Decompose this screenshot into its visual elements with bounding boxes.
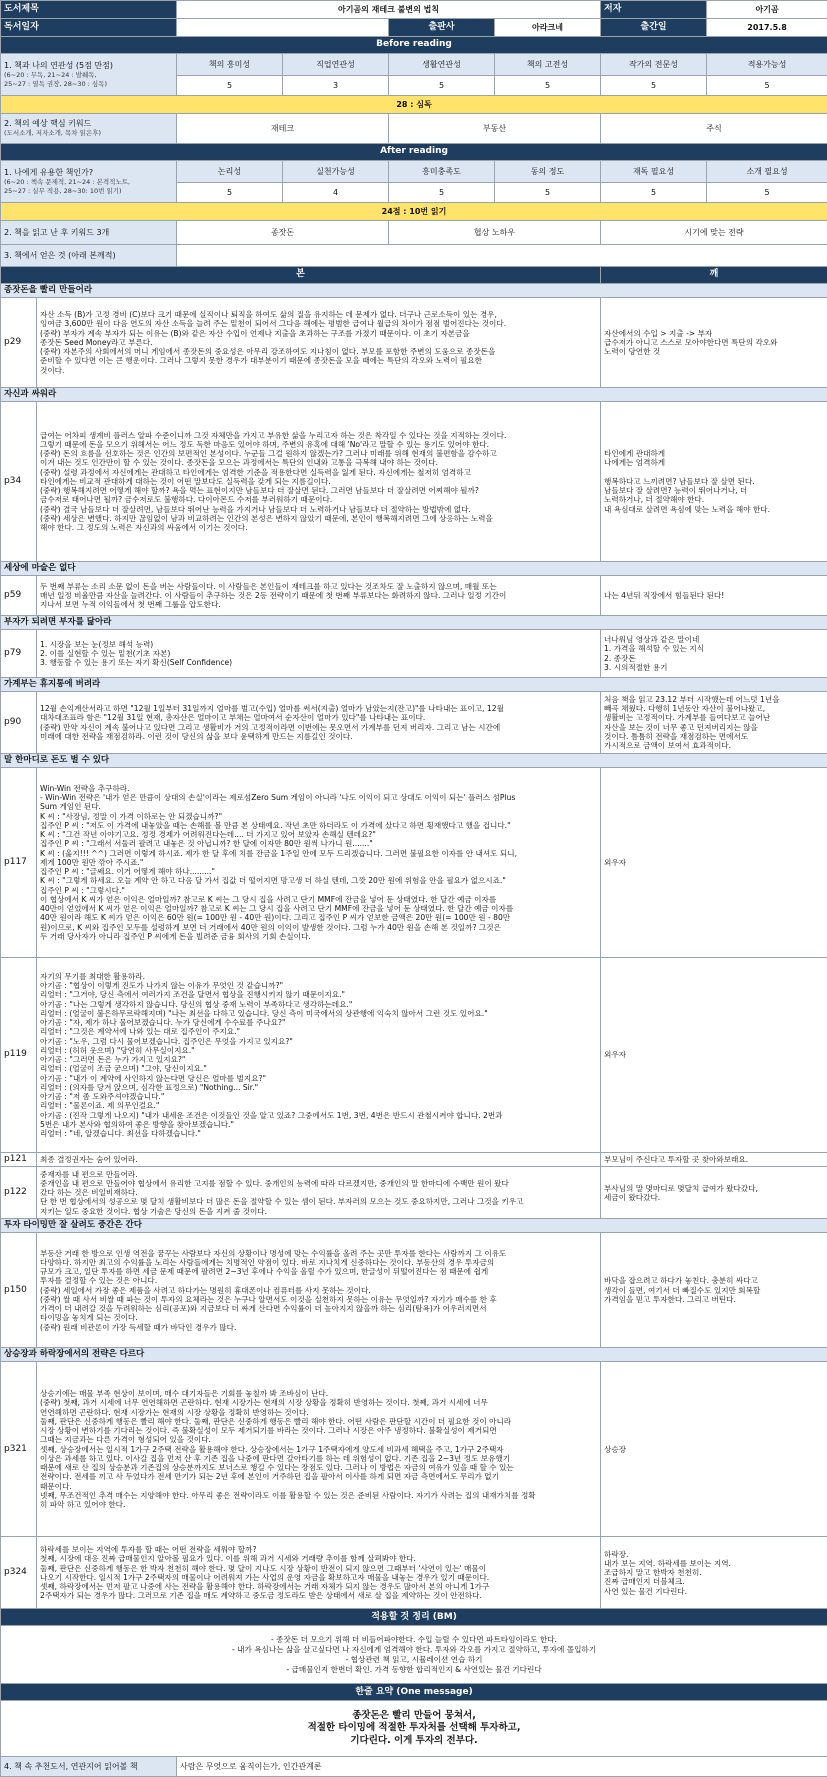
before-score: 5 [389,76,495,96]
before-criterion: 직업연관성 [283,54,389,76]
sections-body [1,284,827,1609]
section-row [1,1362,827,1537]
section-kkae-note: 처음 책을 읽고 23.12 부터 시작했는데 어느덧 1년을 빼곡 채웠다. 다행히 1년동안 자산이 불어나왔고, 생활비는 고정적이다. 가계부를 들여다보고 늘어난 자산을 보는 것이 너무 좋고 던져버리지는 않을 것이다. 틈틈히 전략을 재점검하는 면에서도 가시적으로 금액이 보여서 효과적이다. [601,692,827,754]
before-q1-label: 1. 책과 나의 연관성 (5점 만점) [4,61,173,71]
section-bon-text: 중재자를 내 편으로 만들어라. 중개인을 내 편으로 만들어야 협상에서 유리한 고지를 점할 수 있다. 중개인의 능력에 따라 다르겠지만, 중개인의 말 한마디에 수백만 원이 왔다 갔다 하는 것은 비일비재하다. 단 한 번 협상에서의 성공으로 몇 달치 생활비보다 더 많은 돈을 절약할 수 있는 셈이 된다. 부자러의 모으는 것도 중요하지만, 그러나 그것을 키우고 지키는 일도 중요한 것이다. 협상 기술은 당신의 돈을 지켜 줄 것이다. [37,1167,601,1219]
after-score: 5 [707,183,827,203]
section-page: p34 [1,402,37,562]
section-row [1,402,827,562]
section-title: 부자가 되려면 부자를 닮아라 [1,616,827,630]
section-title: 가계부는 휴지통에 버려라 [1,678,827,692]
author-value: 아기곰 [707,1,827,19]
section-row [1,1233,827,1348]
publisher-value: 아라크네 [495,19,601,37]
section-bon-text: 12월 손익계산서라고 하면 "12월 1일부터 31일까지 얼마를 벌고(수입) 얼마를 써서(지출) 얼마가 남았는지(잔고)"를 나타내는 표이고, 12월 대차대조표라 함은 "12월 31일 현재, 총자산은 얼마이고 부채는 얼마여서 순자산이 얼마가 있다"를 나타내는 표이다. (중략) 만약 자신이 계속 불어나고 있다면 그리고 생활비가 거의 고정적이라면 이번에는 못오면서 가계부를 던져 버리자. 그리고 남는 시간에 미래에 대한 전략을 재점검하라. 이런 것이 당신의 삶을 보다 윤택하게 만드는 지름길인 것이다. [37,692,601,754]
section-row [1,958,827,1153]
before-reading-header: Before reading [1,37,827,54]
section-row [1,692,827,754]
after-score: 4 [283,183,389,203]
before-q2-cell [1,114,177,144]
after-q2-label: 2. 책을 읽고 난 후 키워드 3개 [1,221,177,245]
before-keyword: 부동산 [389,114,601,144]
apply-text: - 종잣돈 더 모으기 위해 더 비들어파야한다. 수입 늘릴 수 있다면 파트타임이라도 한다. - 내가 욕심나는 삶을 살고싶다면 나 자신에게 엄격해야 한다. 투자와 각오를 가지고 절약하고, 투자에 몰입하기 - 협상관련 책 읽고, 시뮬레이션 연습 하기 - 급매물인지 한번더 확인. 가격 동향한 합리적인지 & 사연있는 물건 기다린다 [1,1626,827,1684]
after-criterion: 논리성 [177,161,283,183]
author-label: 저자 [601,1,707,19]
before-criterion: 작가의 전문성 [601,54,707,76]
section-kkae-note: 바닥을 잡으려고 하다가 놓친다. 충분히 싸다고 생각이 들면, 여기서 더 빠질수도 있지만 회복할 가격임을 믿고 투자한다. 그리고 버틴다. [601,1233,827,1348]
before-score: 5 [601,76,707,96]
after-score: 5 [495,183,601,203]
section-page: p29 [1,298,37,388]
before-total: 28 : 심독 [1,96,827,114]
section-row [1,1537,827,1609]
section-row [1,298,827,388]
section-row [1,1167,827,1219]
before-criterion: 책의 흥미성 [177,54,283,76]
after-q1-cell [1,161,177,203]
after-criterion: 동의 정도 [495,161,601,183]
after-score: 5 [177,183,283,203]
section-page: p122 [1,1167,37,1219]
section-title: 투자 타이밍만 잘 살려도 중간은 간다 [1,1219,827,1233]
before-keyword: 재테크 [177,114,389,144]
pub-date-label: 출간일 [601,19,707,37]
before-q1-cell [1,54,177,96]
section-page: p117 [1,768,37,958]
after-keyword: 협상 노하우 [389,221,601,245]
q4-label: 4. 책 속 추천도서, 연관지어 읽어볼 책 [1,1757,177,1777]
section-kkae-note: 상승장 [601,1362,827,1537]
after-q3-label: 3. 책에서 얻은 것 (아래 본깨적) [1,245,177,267]
section-bon-text: 두 번째 부류는 소리 소문 없이 돈을 버는 사람들이다. 이 사람들은 본인들이 재테크를 하고 있다는 것조차도 잘 노출하지 않으며, 매월 또는 매년 일정 비율만큼 자산을 늘려간다. 이 사람들이 추구하는 것은 2등 전략이기 때문에 첫 번째 부류보다는 화려하지 않다. 그러나 일정 기간이 지나서 보면 누적 이익들에서 첫 번째 그룹을 압도한다. [37,576,601,616]
section-bon-text: Win-Win 전략을 추구하라. - Win-Win 전략은 '내가 얻은 만큼이 상대의 손실'이라는 제로섬Zero Sum 게임이 아니라 '나도 이익이 되고 상대도 이익이 되는' 플러스 섬Plus Sum 게임인 된다. K 씨 : "사장님, 정말 이 가격 이하로는 안 되겠습니까?" 집주인 P 씨 : "저도 이 가격에 내놓았을 때는 손해를 볼 만큼 본 상태예요. 작년 초만 하더라도 이 가격에 샀다고 하면 횡재했다고 했을 겁니다." K 씨 : "그건 작년 이야기고요. 정정 경제가 어려워진다는데.... 더 가지고 있어 보았자 손해실 텐데요?" 집주인 P 씨 : "그래서 서둘러 팔려고 내놓은 것 아닙니까? 한 달에 이자만 80만 원씩 나가니 원......." K 씨 : (옳지!!! ^^) 그러면 이렇게 하시죠. 제가 한 달 후에 치를 잔금을 1주일 안에 모두 드리겠습니다. 그러면 불필요한 이자를 안 내셔도 되니, 제게 100만 원만 깎아 주시죠." 집주인 P 씨 : "글쎄요. 이거 어떻게 해야 하나........." K 씨 : "그렇게 하세요. 오늘 계약 안 하고 다음 달 가서 집값 더 떨어지면 망고생 더 하실 텐데, 그깟 20만 원에 위험을 안을 필요가 없으시죠." 집주인 P 씨 : "그렇시다." 이 협상에서 K 씨가 얻은 이익은 얼마일까? 참고로 K 씨는 그 당시 집을 사려고 단기 MMF에 잔금을 넣어 둔 상태였다. 한 달간 예금 이자를 40만이 얻었에서 K 씨가 얻은 이익은 얼마일까? 참고로 K 씨는 그 당시 집을 사려고 단기 MMF에 잔금을 넣어 둔 상태였다. 한 달간 예금 이자를 40만 원이라 해도 K 씨가 얻은 이익은 60만 원(= 100만 원 - 40만 원)이다. 그리고 집주인 P 씨가 얻보한 금액은 20만 원(= 100만 원 - 80만 원)이므로, K 씨와 집주인 모두를 설렁하게 보면 더 거래에서 40만 원의 이익이 발생한 것이다. 그럼 누가 40만 원을 손해 본 것일까? 그것은 두 거래 당사자가 아니라 집주인 P 씨에게 돈을 빌려준 금융 회사의 기회 손실이다. [37,768,601,958]
after-criterion: 소개 필요성 [707,161,827,183]
before-q2-label: 2. 책의 예상 핵심 키워드 [4,119,173,129]
after-keyword: 시기에 맞는 전략 [601,221,827,245]
before-q2-note: (도서소개, 저자소개, 목차 읽은후) [4,129,173,137]
before-criterion: 적용가능성 [707,54,827,76]
after-total: 24점 : 10번 읽기 [1,203,827,221]
pub-date-value: 2017.5.8 [707,19,827,37]
section-row [1,768,827,958]
section-page: p321 [1,1362,37,1537]
before-score: 5 [495,76,601,96]
section-title: 상승장과 하락장에서의 전략은 다르다 [1,1348,827,1362]
section-bon-text: 자기의 무기를 최대한 활용하라. 아기곰 : "협상이 이렇게 진도가 나가지 않는 이유가 무엇인 것 같습니까?" 리얼터 : "그거야, 당신 측에서 여러가지 조건을 달면서 협상을 진행시키지 않기 때문이지요." 아기곰 : "나는 그렇게 생각하지 않습니다. 당신의 협상 중재 노력이 부족하다고 생각하는데요." 리얼터 : (얼굴이 불은하무르락해지며) "나는 최선을 다하고 있습니다. 당신 측이 미국에서의 상관행에 익숙치 않아서 그런 것도 있어요." 아기곰 : "자, 제가 하나 물어보겠습니다. 누가 당신에게 수수료를 주나요?" 리얼터 : "그것은 계약서에 나와 있는 대로 집주인이 주지요." 아기곰 : "노우, 그럼 다시 물어보겠습니다. 집주인은 무엇을 가지고 있지요?" 리얼터 : (허허 웃으며) "당연히 사무실이지요." 아기곰 : "그러면 돈은 누가 가지고 있지요?" 리얼터 : (얼굴이 조금 굳으며) "그야, 당신이지요." 아기곰 : "내가 이 계약에 사인하지 않는다면 당신은 얼마를 벌지요?" 리얼터 : (의자를 당겨 앉으며, 심각한 표정으로) "Nothing... Sir." 아기곰 : "저 좀 도와주셔야겠습니다." 리얼터 : "물론이죠. 제 의무인걸요." 아기곰 : (진작 그렇게 나오지) "내가 내세운 조건은 이것들인 것을 알고 있죠? 그중에서도 1번, 3번, 4번은 반드시 관철시켜야 합니다. 2번과 5번은 내가 본사와 협의하여 좋은 방향을 찾아보겠습니다." 리얼터 : "네, 알겠습니다. 최선을 다하겠습니다." [37,958,601,1153]
section-bon-text: 부동산 거래 한 방으로 인생 역전을 꿈꾸는 사람보다 자신의 상황이나 명성에 맞는 수익률을 올려 주는 곳만 투자를 한다는 사람까지 그 이유도 다양하다. 하지만 최고의 수익률을 노리는 사람들에게는 치명적인 약점이 있다. 바로 지나치게 신중하다는 것이다. 부동산의 경우 투자금의 규모가 크고, 일단 투자를 하면 세금 문제 때문에 팔려면 2~3년 후에나 수익을 올릴 수가 있으며, 한글성이 뒤떨어진다는 점 때문에 쉽게 투자를 결정할 수 있는 것은 아니다. (중략) 세일에서 가장 좋은 제품을 사려고 하다가는 명원히 휴대폰이나 컴퓨터를 사지 못하는 것이다. (중략) 쌀 때 사서 비쌀 때 파는 것이 투자의 요체라는 것은 누구나 알면서도 이것을 실천하지 못하는 이유는 무엇일까? 자기가 매수를 한 후 가격이 더 내려갈 것을 두려워하는 심리(공포)와 지금보다 더 싸게 산다면 수익률이 더 높아지지 않을까 하는 심리(탐욕)가 어우러지면서 타이밍을 놓치게 되는 것이다. (중략) 원래 비관론이 가장 득세할 때가 바닥인 경우가 많다. [37,1233,601,1348]
section-kkae-note: 타인에게 관대하게 나에게는 엄격하게 행복하다고 느끼려면? 남들보다 잘 살면 된다. 남들보다 잘 살려면? 능력이 뛰어나거나, 더 노력하거나, 더 절약해야 한다. 내 욕심대로 살려면 욕심에 맞는 노력을 해야 한다. [601,402,827,562]
section-page: p119 [1,958,37,1153]
section-row [1,576,827,616]
one-message-text: 종잣돈은 빨리 만들어 뭉쳐서, 적절한 타이밍에 적절한 투자처를 선택해 투자하고, 기다린다. 이게 투자의 전부다. [1,1701,827,1757]
book-title: 아기곰의 재테크 불변의 법칙 [177,1,601,19]
apply-header: 적용할 것 정리 (BM) [1,1609,827,1626]
q4-value: 사람은 무엇으로 움직이는가, 인간관계론 [177,1757,827,1777]
before-q1-note: (6~20 : 무독, 21~24 : 발췌독, 25~27 : 열독 권장, 28~30 : 심독) [4,71,173,87]
before-score: 5 [707,76,827,96]
section-bon-text: 1. 시장을 보는 눈(정보 해석 능력) 2. 이를 실현할 수 있는 밑천(기초 자본) 3. 행동할 수 있는 용기 또는 자기 확신(Self Confidence) [37,630,601,678]
after-q1-label: 1. 나에게 유용한 책인가? [4,168,173,178]
section-kkae-note: 너나워님 영상과 같은 말이네 1. 가격을 해석할 수 있는 지식 2. 종잣돈 3. 시의적절한 용기 [601,630,827,678]
section-kkae-note: 하락장. 내가 보는 지역. 하락세를 보이는 지역. 조급하지 말고 한박자 천천히. 진짜 급매인지 더블체크. 사연 있는 물건 기다린다. [601,1537,827,1609]
section-page: p324 [1,1537,37,1609]
section-bon-text: 급여는 어차피 생계비 플러스 알파 수준이니까 그것 자체만을 가지고 부유한 삶을 누리고자 하는 것은 착각일 수 있다는 것을 지적하는 것이다. 그렇기 때문에 돈을 모으기 위해서는 어느 정도 독한 마음도 있어야 하며, 주변의 유혹에 대해 'No'라고 말할 수 있는 용기도 있어야 한다. (중략) 돈의 흐름을 선호하는 것은 인간의 보편적인 본성이다. 누군들 그걸 원하지 않겠는가? 그러나 미래를 위해 현재의 불편함을 감수하고 이겨 내는 것도 인간만이 할 수 있는 것이다. 종잣돈을 모으는 과정에서는 특단의 인내와 고통을 극복해 내야 하는 것이다. (중략) 설령 과정에서 자신에게는 관대하고 타인에게는 엄격한 기준을 적용한다면 실득력을 잃게 된다. 자신에게는 철저히 엄격하고 타인에게는 비교적 관대하게 대하는 것이 어떤 말보다도 실득력을 갖게 되는 지름길이다. (중략) 행복해지려면 어떻게 해야 할까? 욕을 먹는 표현이지만 남들보다 더 잘살면 된다. 그러면 남들보다 더 잘살려면 어찌해야 될까? 금수저로 태어나면 될까? 금수저로도 불행하다. 다이아몬드 수저를 부러워하기 때문이다. (중략) 결국 남들보다 더 잘살려면, 남들보다 뛰어난 능력을 가지거나 남들보다 더 노력하거나 남들보다 더 절약하는 방법밖에 없다. (중략) 세상은 변했다. 하지만 끊임없이 남과 비교하려는 인간의 본성은 변하지 않았기 때문에, 본인이 행복해지려면 그에 상응하는 노력을 해야 한다. 그 정도의 노력은 자신과의 싸움에서 이기는 것이다. [37,402,601,562]
before-score: 3 [283,76,389,96]
section-page: p90 [1,692,37,754]
section-bon-text: 하락세를 보이는 지역에 투자를 할 때는 어떤 전략을 세워야 할까? 첫째, 시장에 대응 진짜 급매물인지 알아볼 필요가 있다. 이를 위해 과거 시세와 거래량 추이를 함께 살펴봐야 한다. 둘째, 판단은 신중하게 행동은 한 박자 천천히 해야 한다. 몇 달이 지나도 시장 상황이 반전이 되지 않으면 그때부터 '사연이 있는' 매물이 나오기 시작한다. 일시적 1가구 2주택자의 매물이나 어려워져 가는 사업의 운영 자금을 확보하고자 매물을 내놓는 경우가 있기 때문이다. 셋째, 하락장에서는 먼저 팔고 나중에 사는 전략을 활용해야 한다. 하락장에서는 거래 자체가 되지 않는 경우도 많아서 본의 아니게 1가구 2주택자가 되는 경우가 많다. 그러므로 기존 집을 매도 계약하고 중도금 정도라도 받은 상태에서 새로 살 집을 계약하는 것이 안전하다. [37,1537,601,1609]
read-date-label: 독서일자 [1,19,177,37]
after-keyword: 종잣돈 [177,221,389,245]
section-kkae-note: 자산에서의 수입 > 지출 -> 부자 급수저가 아니고 스스로 모아야한다면 특단의 각오와 노력이 당연한 것 [601,298,827,388]
read-date-value [177,19,389,37]
section-title: 세상에 마술은 없다 [1,562,827,576]
section-page: p121 [1,1153,37,1167]
section-bon-text: 최종 결정권자는 숨어 있어라. [37,1153,601,1167]
section-title: 말 한마디로 돈도 벌 수 있다 [1,754,827,768]
after-q1-note: (6~20 : 책속 문제적, 21~24 : 본격적노트, 25~27 : 실무 적용, 28~30: 10번 읽기) [4,178,173,194]
after-criterion: 재독 필요성 [601,161,707,183]
before-criterion: 책의 고전성 [495,54,601,76]
after-score: 5 [389,183,495,203]
publisher-label: 출판사 [389,19,495,37]
before-score: 5 [177,76,283,96]
section-kkae-note: 외우자 [601,768,827,958]
after-criterion: 실천가능성 [283,161,389,183]
section-title: 자신과 싸워라 [1,388,827,402]
section-row [1,1153,827,1167]
after-score: 5 [601,183,707,203]
section-page: p79 [1,630,37,678]
after-reading-header: After reading [1,144,827,161]
after-criterion: 흥미충족도 [389,161,495,183]
section-kkae-note: 부사님의 말 몇마디로 몇달치 급여가 왔다갔다, 세금이 왔다갔다. [601,1167,827,1219]
bon-header: 본 [1,267,601,284]
one-message-header: 한줄 요약 (One message) [1,1684,827,1701]
title-label: 도서제목 [1,1,177,19]
section-kkae-note: 외우자 [601,958,827,1153]
section-page: p150 [1,1233,37,1348]
after-q3-value [177,245,827,267]
section-row [1,630,827,678]
before-keyword: 주식 [601,114,827,144]
section-kkae-note: 부모님이 주신다고 투자할 곳 찾아와보래요. [601,1153,827,1167]
section-title: 종잣돈을 빨리 만들어라 [1,284,827,298]
section-bon-text: 자산 소득 (B)가 고정 경비 (C)보다 크기 때문에 실직이나 퇴직을 하여도 삶의 질을 유지하는 데 문제가 없다. 더구나 근로소득이 있는 경우, 잉여금 3,600만 원이 다음 연도의 자산 소득을 늘려 주는 밑천이 되어서 그다음 해에는 평범한 급여나 월급의 차이가 점점 벌어진다는 것이다. (중략) 부자가 계속 부자가 되는 이유는 (B)와 같은 자산 수입이 언제나 지출을 초과하는 구조를 가졌기 때문이다. 이 초기 자본금을 종잣돈 Seed Money라고 부른다. (중략) 자본주의 사회에서의 머니 게임에서 종잣돈의 중요성은 아무리 강조하여도 지나침이 없다. 부모를 포함한 주변의 도움으로 종잣돈을 준비할 수 있다면 이는 큰 행운이다. 그러나 그렇지 못한 경우가 대부분이기 때문에 종잣돈을 모을 때에는 특단의 각오와 노력이 필요한 것이다. [37,298,601,388]
before-criterion: 생활연관성 [389,54,495,76]
section-bon-text: 상승기에는 매물 부족 현상이 보이며, 매수 대기자들은 기회를 놓칠까 봐 조바심이 난다. (중략) 첫째, 과거 시세에 너무 연연해하면 곤란하다. 현재 시장가는 현재의 시장 상황을 정확히 반영하는 것이다. 첫째, 과거 시세에 너무 연연해하면 곤란하다. 현재 시장가는 현재의 시장 상황을 정확히 반영하는 것이다. 둘째, 판단은 신중하게 행동은 빨리 해야 한다. 둘째, 판단은 신중하게 행동은 빨리 해야 한다. 어떤 사람은 판단할 시간이 더 필요한 것이 아니라 시장 상황이 변하기를 기다리는 것이다. 즉 불확실성이 모두 제거되기를 바라는 것이다. 그러나 시장은 아주 냉정하다. 불확실성이 제거되면 그때는 지금과는 다른 가격이 형성되어 있을 것이다. 셋째, 상승장에서는 일시적 1가구 2주택 전략을 활용해야 한다. 상승장에서는 1가구 1주택자에게 양도세 비과세 혜택을 주고, 1가구 2주택자 이상은 과세를 하고 있다. 이사갈 집을 먼저 산 후 기존 집을 나중에 판다면 갈아타기를 하는 데 위험성이 없다. 기존 집을 2~3년 정도 보유했기 때문에 새로 산 집의 상승분과 기존집의 상승분까지도 보너스로 챙길 수 있다는 장점도 있다. 그러나 이 방법은 자금의 여유가 있을 때 할 수 있는 전략이다. 전세를 끼고 사 두었다가 전세 만기가 되는 2년 후에 본인이 거주하던 집을 팔아서 이사를 하게 되면 자금 측면에서도 무리가 없기 때문이다. 넷째, 무조건적인 추격 매수는 지양해야 한다. 아무리 좋은 전략이라도 이를 활용할 수 있는 것은 준비된 사람이다. 자기가 사려는 집의 내재가치를 정확 히 파악 하고 있어야 한다. [37,1362,601,1537]
kkae-header: 깨 [601,267,827,284]
section-kkae-note: 나는 4년뒤 직장에서 힘들된다 된다! [601,576,827,616]
section-page: p59 [1,576,37,616]
